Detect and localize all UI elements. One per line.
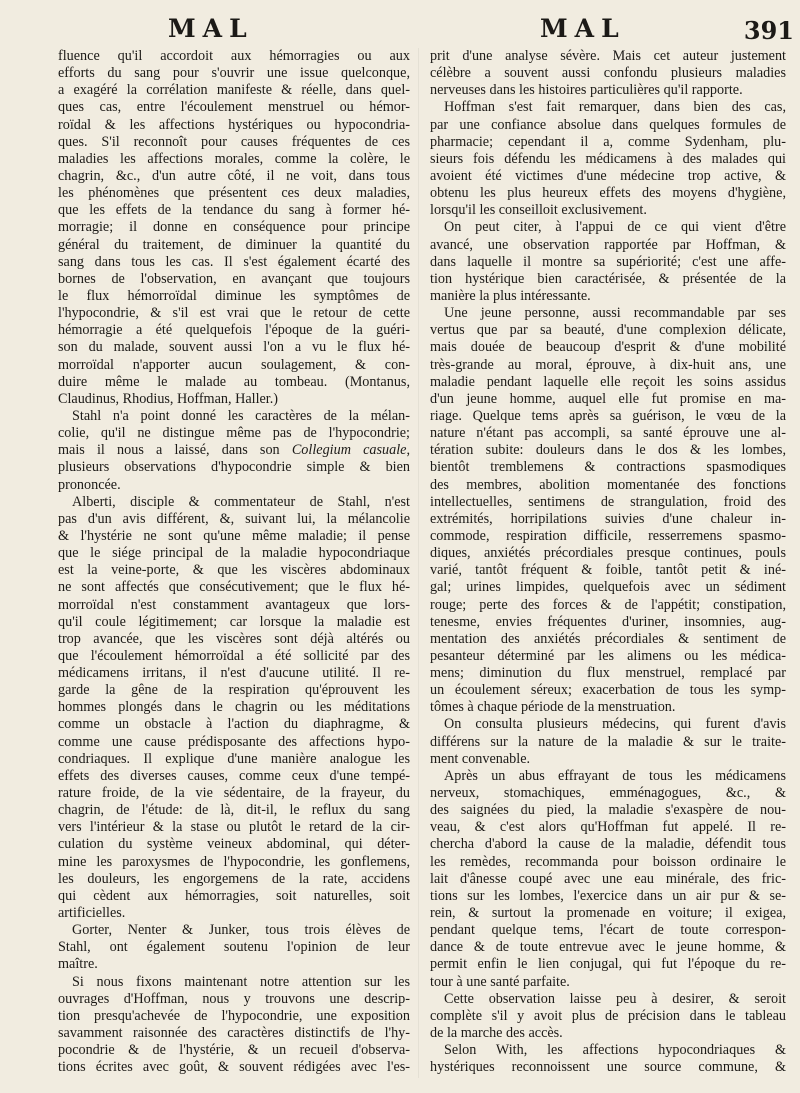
text-line: nerveuses dans les histoires particulières qu'il rapporte. [430,82,743,99]
text-line: comme une cause prédisposante des affections hypo- [58,733,410,750]
text-line: le flux hémorroïdal diminue les symptômes de [58,287,410,304]
text-line: avancé, une observation rapportée par Hoffman, & [430,236,786,253]
text-line: rein, & surtout la promenade en voiture; il exigea, [430,905,786,922]
text-line: général du traitement, de diminuer la quantité du [58,236,410,253]
text-line: tération subite: douleurs dans le dos & les lombes, [430,442,786,459]
text-line: ne sont affectés que consécutivement; que le flux hé- [58,579,410,596]
text-line: mais il nous a laissé, dans son Collegium casuale, [58,442,410,459]
text-line: garde la gêne de la respiration qu'éprouvent les [58,682,410,699]
text-line: pas d'un avis différent, &, suivant lui, la mélancolie [58,510,410,527]
header-left-word: MAL [168,14,254,43]
text-line: ment convenable. [430,750,531,767]
text-line: Gorter, Nenter & Junker, tous trois élèves de [72,922,410,939]
text-line: culation du système veineux abdominal, qui déter- [58,836,410,853]
text-line: Si nous fixons maintenant notre attention sur les [72,973,410,990]
text-line: pendant quelque tems, l'écart de toute correspon- [430,922,786,939]
text-line: que le siége principal de la maladie hypocondriaque [58,545,410,562]
text-line: artificielles. [58,905,126,922]
text-line: nature n'étant pas accompli, sa santé éprouve une al- [430,425,786,442]
text-line: l'hypocondrie, & s'il est vrai que le retour de cette [58,305,410,322]
text-line: On peut citer, à l'appui de ce qui vient d'être [444,219,786,236]
text-line: bornes de l'observation, en avançant que toujours [58,270,410,287]
text-line: rature froide, de la vie sédentaire, de la frayeur, du [58,785,410,802]
text-line: les douleurs, les engorgemens de la rate, accidens [58,870,410,887]
text-line: sang dans tous les cas. Il s'est également écarté des [58,253,410,270]
text-line: rouge; perte des forces & de l'appétit; constipation, [430,596,786,613]
text-line: Hoffman s'est fait remarquer, dans bien des cas, [444,99,786,116]
text-line: maître. [58,956,98,973]
page-number: 391 [743,16,794,45]
text-line: duire même le malade au tombeau. (Montanus, [58,373,410,390]
text-line: morragie; il donne en conséquence pour principe [58,219,410,236]
text-line: sieurs fois défendu les médicamens à des malades qui [430,150,786,167]
text-line: varié, tantôt fréquent & foible, tantôt petit & iné- [430,562,786,579]
text-line: riage. Quelque tems après sa guérison, le vœu de la [430,407,786,424]
text-line: tour à une santé parfaite. [430,973,570,990]
text-line: célèbre a souvent aussi confondu plusieurs maladies [430,65,786,82]
column-gutter [418,48,419,1078]
text-line: vertus que par sa beauté, d'une complexion délicate, [430,322,786,339]
text-line: qu'il coule légitimement; car lorsque la maladie est [58,613,410,630]
text-line: Une jeune personne, aussi recommandable par ses [444,305,786,322]
text-line: de la marche des accès. [430,1025,563,1042]
text-line: intellectuelles, sentimens de strangulation, froid des [430,493,786,510]
text-line: pesanteur déterminé par les alimens ou les médica- [430,647,786,664]
text-line: tenesme, envies fréquentes d'uriner, insomnies, aug- [430,613,786,630]
text-line: hommes plongés dans le chagrin ou les méditations [58,699,410,716]
text-line: commode, respiration difficile, resserremens spasmo- [430,527,786,544]
text-line: gal; urines limpides, quelquefois avec un sédiment [430,579,786,596]
text-line: effets des diverses causes, comme ceux d'une tempé- [58,767,410,784]
text-line: hystériques reconnoissent une source commune, & [430,1059,786,1076]
text-line: colie, qu'il ne distingue même pas de l'hypocondrie; [58,425,410,442]
text-line: mine les paroxysmes de l'hypocondrie, les gonflemens, [58,853,410,870]
text-line: complète s'il y avoit plus de précision dans le tableau [430,1007,786,1024]
text-line: ques cas, entre l'écoulement menstruel ou hémor- [58,99,410,116]
text-line: Cette observation laisse peu à desirer, & seroit [444,990,786,1007]
text-line: Après un abus effrayant de tous les médicamens [444,767,786,784]
left-text-column [58,48,410,1076]
text-line: pocondrie & de l'hystérie, & un recueil d'observa- [58,1042,410,1059]
text-line: avoient été victimes d'une médecine trop active, & [430,167,786,184]
text-line: Selon With, les affections hypocondriaques & [444,1042,786,1059]
text-line: extrémités, horripilations suivies d'une chaleur in- [430,510,786,527]
text-line: dans laquelle il montre sa supériorité; c'est une affe- [430,253,786,270]
text-line: morroïdal n'est constamment avantageux que lors- [58,596,410,613]
text-line: pharmacie; cependant il a, comme Sydenham, plu- [430,133,786,150]
text-line: tômes à chaque période de la menstruation. [430,699,676,716]
text-line: hémorragie a été quelquefois l'époque de la guéri- [58,322,410,339]
header-right-word: MAL [540,14,626,43]
text-line: très-grande au moral, éprouve, à dix-huit ans, une [430,356,786,373]
text-line: tion hystérique bien caractérisée, & présentée de la [430,270,786,287]
text-line: a exagéré la corrélation manifeste & réelle, dans quel- [58,82,410,99]
text-line: prononcée. [58,476,121,493]
text-line: chagrin, de l'étude: de là, dit-il, le reflux du sang [58,802,410,819]
text-line: manière la plus intéressante. [430,287,591,304]
text-line: que les effets de la tendance du sang à former hé- [58,202,410,219]
text-line: différens sur la nature de la maladie & sur le traite- [430,733,786,750]
text-line: bientôt tremblemens & contractions spasmodiques [430,459,786,476]
text-line: dance & de toute entrevue avec le jeune homme, & [430,939,786,956]
text-line: nerveux, stomachiques, emménagogues, &c., & [430,785,786,802]
text-line: par une confiance absolue dans quelques formules de [430,116,786,133]
text-line: tions sur les lombes, l'exercice dans un air pur & se- [430,887,786,904]
text-line: Alberti, disciple & commentateur de Stahl, n'est [72,493,410,510]
text-line: prit d'une analyse sévère. Mais cet auteur justement [430,48,786,64]
text-line: les phénomènes que présentent ces deux maladies, [58,185,410,202]
text-line: savamment raisonnée des caractères distinctifs de l'hy- [58,1025,410,1042]
text-line: un écoulement séreux; exacerbation de tous les symp- [430,682,786,699]
text-line: lait d'ânesse coupé avec une eau minérale, des fric- [430,870,786,887]
text-line: fluence qu'il accordoit aux hémorragies ou aux [58,48,410,64]
text-line: chagrin, &c., d'un autre côté, il ne voit, dans tous [58,167,410,184]
text-line: trop avancée, que les viscères sont déjà altérés ou [58,630,410,647]
text-line: qui cèdent aux hémorragies, soit naturelles, soit [58,887,410,904]
text-line: maladies les affections morales, comme la colère, le [58,150,410,167]
right-text-column [430,48,786,1076]
text-line: vers l'intérieur & la stase ou plutôt le retard de la cir- [58,819,410,836]
text-line: permit enfin le lien conjugal, qui fut l'époque du re- [430,956,786,973]
text-line: obtenu les plus heureux effets des moyens d'hygiène, [430,185,786,202]
text-line: son du malade, souvent aussi l'on a vu le flux hé- [58,339,410,356]
text-line: ques. S'il reconnoît pour causes fréquentes de ces [58,133,410,150]
text-line: tions écrites avec goût, & souvent rédigées avec l'es- [58,1059,410,1076]
text-line: des saignées du pied, la maladie s'exaspère de nou- [430,802,786,819]
text-line: est la veine-porte, & que les viscères abdominaux [58,562,410,579]
text-line: comme un obstacle à l'action du diaphragme, & [58,716,410,733]
text-line: maladie pendant laquelle elle reçoit les soins assidus [430,373,786,390]
text-line: tion presqu'achevée de l'hypocondrie, une exposition [58,1007,410,1024]
text-line: efforts du sang pour s'ouvrir une issue quelconque, [58,65,410,82]
text-line: Claudinus, Rhodius, Hoffman, Haller.) [58,390,279,407]
text-line: Stahl n'a point donné les caractères de la mélan- [72,407,410,424]
text-line: veau, & c'est alors qu'Hoffman fut appelé. Il re- [430,819,786,836]
text-line: mens; diminution du flux menstruel, remplacé par [430,665,786,682]
text-line: mentation des anxiétés précordiales & sentiment de [430,630,786,647]
text-line: Stahl, ont également soutenu l'opinion de leur [58,939,410,956]
text-line: d'un jeune homme, auquel elle fut promise en ma- [430,390,786,407]
text-line: que l'écoulement hémorroïdal a été sollicité par des [58,647,410,664]
text-line: des membres, abolition momentanée des fonctions [430,476,786,493]
text-line: plusieurs observations d'hypocondrie simple & bien [58,459,410,476]
text-line: condriaques. Il explique d'une manière analogue les [58,750,410,767]
text-line: & l'hystérie ne sont qu'une même maladie; il pense [58,527,410,544]
text-line: mais douée de beaucoup d'esprit & d'une mobilité [430,339,786,356]
text-line: roïdal & les affections hystériques ou hypocondria- [58,116,410,133]
text-line: diques, anxiétés précordiales presque continues, pouls [430,545,786,562]
text-line: médicamens irritans, il n'est d'aucune utilité. Il re- [58,665,410,682]
text-line: chercha d'abord la cause de la maladie, défendit tous [430,836,786,853]
text-line: On consulta plusieurs médecins, qui furent d'avis [444,716,786,733]
running-header [0,8,800,52]
text-line: morroïdal n'apporter aucun soulagement, & con- [58,356,410,373]
text-line: les remèdes, recommanda pour boisson ordinaire le [430,853,786,870]
text-line: ouvrages d'Hoffman, nous y trouvons une descrip- [58,990,410,1007]
text-line: lorsqu'il les conseilloit exclusivement. [430,202,647,219]
